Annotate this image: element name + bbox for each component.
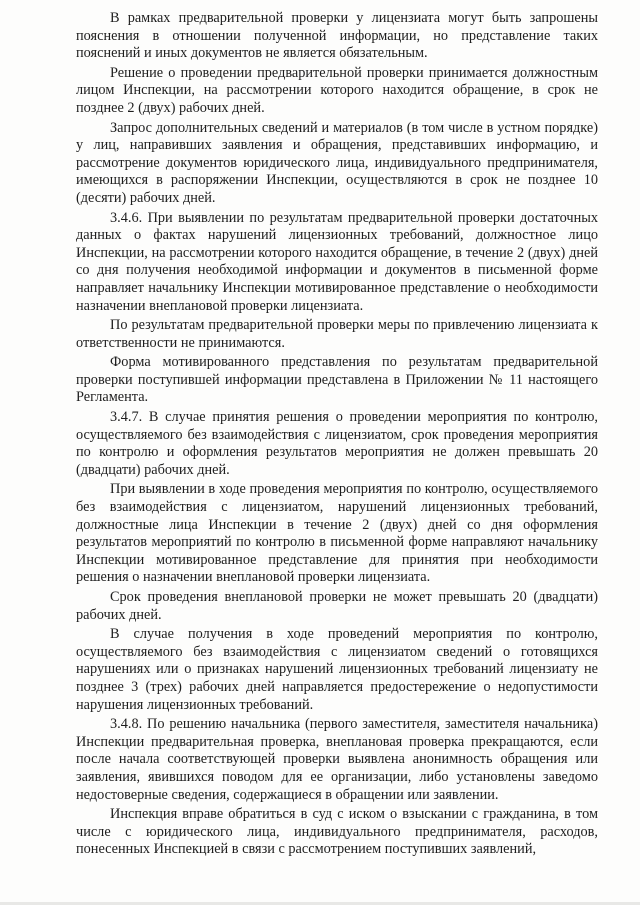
document-body xyxy=(76,10,598,859)
paragraph-3-4-8: 3.4.8. По решению начальника (первого заместителя, заместителя начальника) Инспекции предварительная проверка, внеплановая проверка прекращаются, если после начала соответствующей проверки выявлена анонимность обращения или заявления, явившихся поводом для ее организации, либо установлены заведомо недостоверные сведения, содержащиеся в обращении или заявлении. xyxy=(76,716,598,803)
paragraph-warning: В случае получения в ходе проведений мероприятия по контролю, осуществляемого без взаимодействия с лицензиатом сведений о готовящихся нарушениях или о признаках нарушений лицензионных требований лицензиату не позднее 3 (трех) рабочих дней направляется предостережение о недопустимости нарушения лицензионных требований. xyxy=(76,626,598,713)
paragraph-no-liability: По результатам предварительной проверки меры по привлечению лицензиата к ответственности не принимаются. xyxy=(76,317,598,351)
paragraph-form-appendix-11: Форма мотивированного представления по результатам предварительной проверки поступившей информации представлена в Приложении № 11 настоящего Регламента. xyxy=(76,354,598,406)
paragraph-unscheduled-term: Срок проведения внеплановой проверки не может превышать 20 (двадцати) рабочих дней. xyxy=(76,589,598,623)
paragraph-3-4-6: 3.4.6. При выявлении по результатам предварительной проверки достаточных данных о фактах нарушений лицензионных требований, должностное лицо Инспекции, на рассмотрении которого находится обращение, в течение 2 (двух) дней со дня получения необходимой информации и документов в письменной форме направляет начальнику Инспекции мотивированное представление о необходимости назначении внеплановой проверки лицензиата. xyxy=(76,209,598,314)
paragraph-pre-check-explanations: В рамках предварительной проверки у лицензиата могут быть запрошены пояснения в отношении полученной информации, но представление таких пояснений и иных документов не является обязательным. xyxy=(76,10,598,62)
paragraph-additional-info-request: Запрос дополнительных сведений и материалов (в том числе в устном порядке) у лиц, направивших заявления и обращения, представивших информацию, и рассмотрение документов юридического лица, индивидуального предпринимателя, имеющихся в распоряжении Инспекции, осуществляются в срок не позднее 10 (десяти) рабочих дней. xyxy=(76,119,598,206)
paragraph-3-4-7: 3.4.7. В случае принятия решения о проведении мероприятия по контролю, осуществляемого без взаимодействия с лицензиатом, срок проведения мероприятия по контролю и оформления результатов мероприятия не должен превышать 20 (двадцати) рабочих дней. xyxy=(76,409,598,478)
paragraph-violations-found: При выявлении в ходе проведения мероприятия по контролю, осуществляемого без взаимодействия с лицензиатом, нарушений лицензионных требований, должностные лица Инспекции в течение 2 (двух) дней со дня оформления результатов мероприятий по контролю в письменной форме направляют начальнику Инспекции мотивированное представление для принятия при необходимости решения о назначении внеплановой проверки лицензиата. xyxy=(76,481,598,586)
paragraph-pre-check-decision: Решение о проведении предварительной проверки принимается должностным лицом Инспекции, на рассмотрении которого находится обращение, в срок не позднее 2 (двух) рабочих дней. xyxy=(76,64,598,116)
paragraph-court-claim: Инспекция вправе обратиться в суд с иском о взыскании с гражданина, в том числе с юридического лица, индивидуального предпринимателя, расходов, понесенных Инспекцией в связи с рассмотрением поступивших заявлений, xyxy=(76,806,598,858)
